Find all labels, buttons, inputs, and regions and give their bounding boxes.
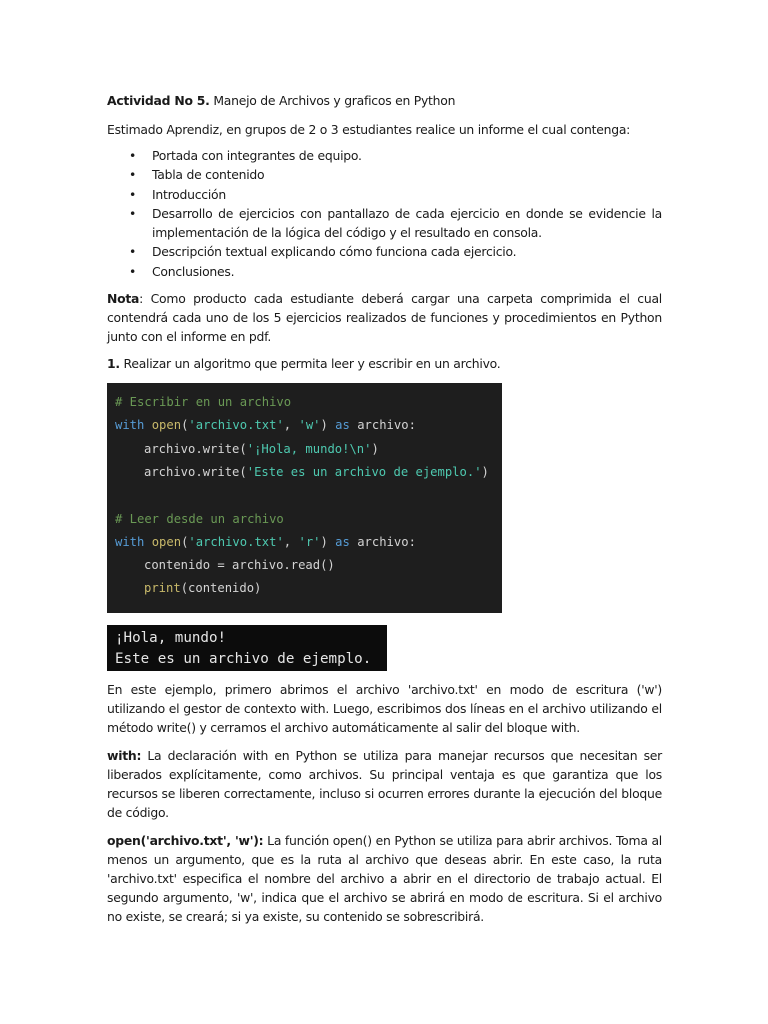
exercise-number: 1. xyxy=(107,356,120,372)
note-paragraph xyxy=(107,289,662,346)
code-string: 'r' xyxy=(298,534,321,549)
code-line xyxy=(115,531,502,554)
activity-title xyxy=(107,91,662,110)
code-keyword: as xyxy=(327,418,358,433)
console-line: ¡Hola, mundo! xyxy=(115,630,227,647)
bullet-icon: • xyxy=(129,167,137,183)
code-string: 'w' xyxy=(298,418,321,433)
activity-title-bold: Actividad No 5. xyxy=(107,93,210,108)
code-punct: ( xyxy=(181,418,189,433)
list-item-text: Conclusiones. xyxy=(152,263,235,279)
code-string: '¡Hola, mundo!\n' xyxy=(246,441,372,456)
code-line xyxy=(115,577,502,600)
code-blank-line xyxy=(115,484,502,507)
list-item xyxy=(107,262,662,281)
open-term: open('archivo.txt', 'w'): xyxy=(107,833,264,849)
bullet-icon: • xyxy=(129,205,137,221)
with-paragraph xyxy=(107,746,662,822)
code-variable: archivo xyxy=(357,418,409,433)
list-item-text: Introducción xyxy=(152,186,226,202)
note-text: : Como producto cada estudiante deberá cargar una carpeta comprimida el cual contendrá cada uno de los 5 ejercicios realizados de funciones y procedimientos en Python junto con el informe en pdf. xyxy=(107,291,662,345)
code-function: open xyxy=(151,534,182,549)
bullet-icon: • xyxy=(129,186,137,202)
list-item xyxy=(107,185,662,204)
intro-paragraph: Estimado Aprendiz, en grupos de 2 o 3 estudiantes realice un informe el cual contenga: xyxy=(107,122,631,137)
code-keyword: as xyxy=(327,534,358,549)
list-item-text: Tabla de contenido xyxy=(152,167,265,183)
list-item-text: Portada con integrantes de equipo. xyxy=(152,148,362,163)
open-text: La función open() en Python se utiliza para abrir archivos. Toma al menos un argumento, que es la ruta al archivo que deseas abrir. En este caso, la ruta 'archivo.txt' especifica el nombre del archivo a abrir en el directorio de trabajo actual. El segundo argumento, 'w', indica que el archivo se abrirá en modo de escritura. Si el archivo no existe, se creará; si ya existe, su contenido se sobrescribirá. xyxy=(107,833,662,925)
code-string: 'Este es un archivo de ejemplo.' xyxy=(246,464,482,479)
code-line xyxy=(115,391,502,414)
code-call: archivo.write( xyxy=(144,464,247,479)
code-function: print xyxy=(144,581,181,596)
code-punct: : xyxy=(408,534,416,549)
code-screenshot xyxy=(107,383,502,613)
console-line: Este es un archivo de ejemplo. xyxy=(115,650,372,667)
code-comment: # Leer desde un archivo xyxy=(115,511,284,526)
bullet-icon: • xyxy=(129,148,137,163)
code-line xyxy=(115,461,502,484)
list-item-text: Desarrollo de ejercicios con pantallazo de cada ejercicio en donde se evidencie la implementación de la lógica del código y el resultado en consola. xyxy=(152,205,662,241)
document-page xyxy=(107,91,662,935)
code-statement: contenido = archivo.read() xyxy=(144,558,335,573)
code-line xyxy=(115,554,502,577)
code-args: (contenido) xyxy=(180,581,262,596)
with-term: with: xyxy=(107,748,142,764)
code-punct: , xyxy=(283,418,299,433)
code-line xyxy=(115,508,502,531)
code-punct: ) xyxy=(320,534,328,549)
bullet-icon: • xyxy=(129,244,137,260)
list-item xyxy=(107,204,662,243)
code-comment: # Escribir en un archivo xyxy=(115,395,292,410)
code-punct: ) xyxy=(320,418,328,433)
list-item xyxy=(107,146,662,165)
list-item xyxy=(107,242,662,261)
requirements-list xyxy=(107,146,662,281)
activity-title-text: Manejo de Archivos y graficos en Python xyxy=(209,93,456,108)
with-text: La declaración with en Python se utiliza para manejar recursos que necesitan ser liberados explícitamente, como archivos. Su principal ventaja es que garantiza que los recursos se liberen correctamente, incluso si ocurren errores durante la ejecución del bloque de código. xyxy=(107,748,662,821)
exercise-text: Realizar un algoritmo que permita leer y escribir en un archivo. xyxy=(119,356,501,372)
code-string: 'archivo.txt' xyxy=(188,534,284,549)
exercise-1-heading xyxy=(107,354,662,373)
code-punct: , xyxy=(283,534,299,549)
code-punct: : xyxy=(408,418,416,433)
code-function: open xyxy=(151,418,182,433)
code-line xyxy=(115,414,502,437)
code-call: archivo.write( xyxy=(144,441,247,456)
list-item-text: Descripción textual explicando cómo funciona cada ejercicio. xyxy=(152,244,517,260)
code-line xyxy=(115,438,502,461)
code-punct: ) xyxy=(481,464,489,479)
code-punct: ) xyxy=(371,441,379,456)
code-keyword: with xyxy=(115,418,145,433)
code-variable: archivo xyxy=(357,534,409,549)
list-item xyxy=(107,165,662,184)
note-label: Nota xyxy=(107,291,140,307)
explanation-paragraph: En este ejemplo, primero abrimos el archivo 'archivo.txt' en modo de escritura ('w') utilizando el gestor de contexto with. Luego, escribimos dos líneas en el archivo utilizando el método write() y cerramos el archivo automáticamente al salir del bloque with. xyxy=(107,682,662,736)
code-string: 'archivo.txt' xyxy=(188,418,284,433)
bullet-icon: • xyxy=(129,263,137,279)
code-keyword: with xyxy=(115,534,145,549)
code-punct: ( xyxy=(181,534,189,549)
console-output xyxy=(107,625,387,671)
open-paragraph xyxy=(107,831,662,926)
